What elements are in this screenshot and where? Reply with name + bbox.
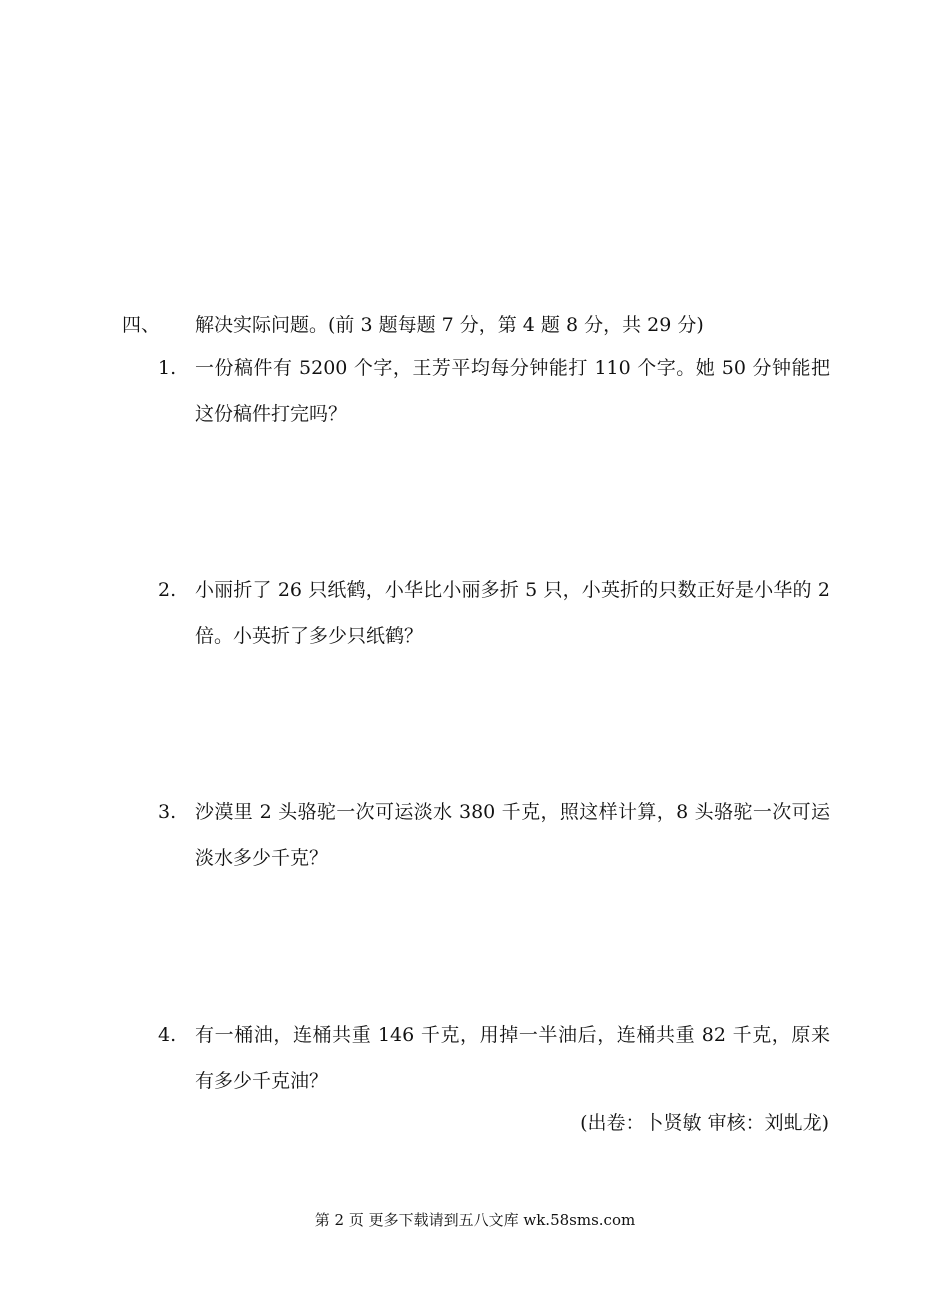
author-credit: (出卷：卜贤敏 审核：刘虬龙) xyxy=(580,1112,829,1134)
question-item xyxy=(158,567,830,659)
section-title: 解决实际问题。(前 3 题每题 7 分，第 4 题 8 分，共 29 分) xyxy=(195,314,704,336)
section-number: 四、 xyxy=(122,314,161,336)
question-number: 2. xyxy=(158,579,177,601)
question-number: 4. xyxy=(158,1024,177,1046)
question-item xyxy=(158,789,830,881)
question-text: 小丽折了 26 只纸鹤，小华比小丽多折 5 只，小英折的只数正好是小华的 2 倍。小英折了多少只纸鹤？ xyxy=(195,579,830,647)
question-text: 一份稿件有 5200 个字，王芳平均每分钟能打 110 个字。她 50 分钟能把这份稿件打完吗？ xyxy=(195,357,830,425)
question-item xyxy=(158,1012,830,1104)
page-footer: 第 2 页 更多下载请到五八文库 wk.58sms.com xyxy=(314,1211,636,1229)
question-number: 3. xyxy=(158,801,177,823)
section-heading xyxy=(122,312,704,338)
question-number: 1. xyxy=(158,357,177,379)
question-item xyxy=(158,345,830,437)
question-text: 沙漠里 2 头骆驼一次可运淡水 380 千克，照这样计算，8 头骆驼一次可运淡水多少千克？ xyxy=(195,801,830,869)
question-text: 有一桶油，连桶共重 146 千克，用掉一半油后，连桶共重 82 千克，原来有多少千克油？ xyxy=(195,1024,830,1092)
